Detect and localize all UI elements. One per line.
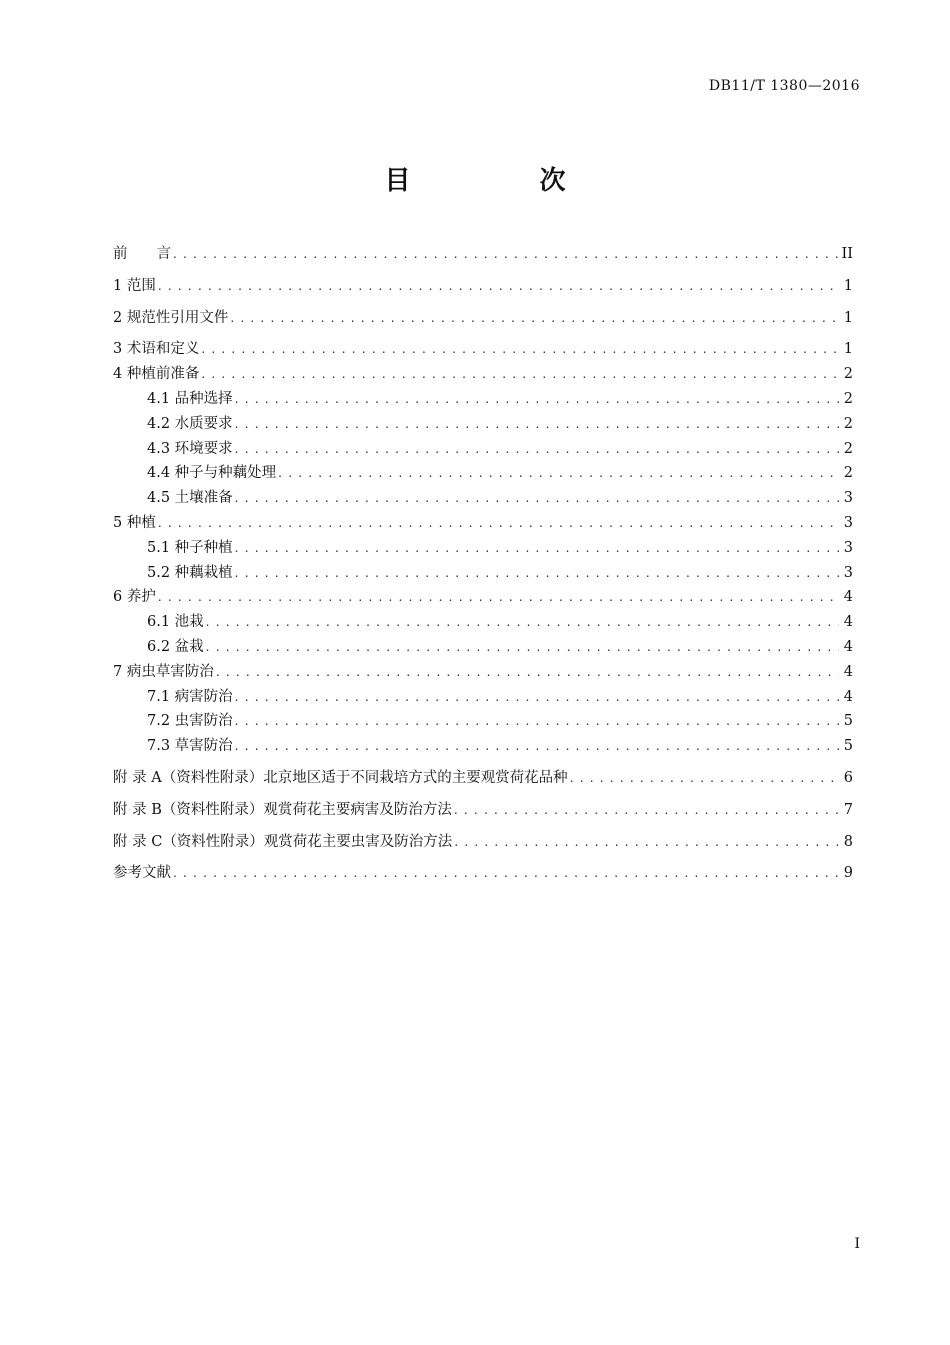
- toc-dot-leader: [230, 306, 839, 331]
- toc-dot-leader: [235, 734, 839, 759]
- toc-entry-label: 4.3 环境要求: [147, 440, 233, 457]
- toc-entry[interactable]: [113, 274, 853, 299]
- toc-dot-leader: [235, 561, 839, 586]
- toc-entry-page: II: [841, 246, 853, 262]
- toc-entry[interactable]: [113, 387, 853, 412]
- toc-entry[interactable]: [113, 585, 853, 610]
- document-code: DB11/T 1380—2016: [708, 78, 860, 94]
- toc-entry-page: 8: [843, 833, 853, 850]
- toc-entry-page: 3: [843, 564, 853, 581]
- toc-entry[interactable]: [113, 766, 853, 791]
- toc-entry[interactable]: [113, 830, 853, 855]
- toc-entry[interactable]: [113, 709, 853, 734]
- toc-entry-label: 4.1 品种选择: [147, 390, 233, 407]
- toc-entry-label: 7.2 虫害防治: [147, 713, 233, 730]
- toc-entry-page: 2: [843, 366, 853, 383]
- toc-entry[interactable]: [113, 536, 853, 561]
- toc-dot-leader: [216, 660, 839, 685]
- toc-entry[interactable]: [113, 561, 853, 586]
- toc-entry-page: 1: [843, 341, 853, 358]
- toc-entry-page: 4: [843, 663, 853, 680]
- toc-entry[interactable]: [113, 362, 853, 387]
- toc-entry[interactable]: [113, 511, 853, 536]
- toc-entry-label: 5.1 种子种植: [147, 539, 233, 556]
- toc-entry-label: 7.1 病害防治: [147, 688, 233, 705]
- toc-entry-label: 附 录 A（资料性附录）北京地区适于不同栽培方式的主要观赏荷花品种: [113, 769, 568, 786]
- toc-dot-leader: [235, 437, 839, 462]
- toc-dot-leader: [454, 830, 839, 855]
- toc-entry-page: 4: [843, 614, 853, 631]
- toc-entry-page: 5: [843, 738, 853, 755]
- toc-entry-label: 6.2 盆栽: [147, 638, 204, 655]
- toc-entry-page: 2: [843, 390, 853, 407]
- toc-dot-leader: [235, 685, 839, 710]
- toc-entry-page: 4: [843, 688, 853, 705]
- table-of-contents: [113, 242, 853, 886]
- toc-entry[interactable]: [113, 242, 853, 267]
- toc-entry-label: 4.2 水质要求: [147, 415, 233, 432]
- toc-entry[interactable]: [113, 461, 853, 486]
- page-title: 目 次: [384, 166, 626, 196]
- toc-dot-leader: [235, 709, 839, 734]
- toc-entry[interactable]: [113, 337, 853, 362]
- toc-entry-label: 7 病虫草害防治: [113, 663, 214, 680]
- toc-entry-label: 5.2 种藕栽植: [147, 564, 233, 581]
- toc-entry[interactable]: [113, 635, 853, 660]
- page-number: I: [854, 1236, 860, 1252]
- toc-dot-leader: [206, 610, 839, 635]
- toc-entry-page: 7: [843, 801, 853, 818]
- toc-entry-page: 4: [843, 638, 853, 655]
- toc-entry-label: 4.5 土壤准备: [147, 490, 233, 507]
- toc-entry-label: 2 规范性引用文件: [113, 309, 229, 326]
- toc-entry[interactable]: [113, 437, 853, 462]
- toc-dot-leader: [570, 766, 839, 791]
- toc-entry[interactable]: [113, 412, 853, 437]
- toc-entry-page: 4: [843, 589, 853, 606]
- toc-dot-leader: [158, 511, 839, 536]
- toc-entry-page: 3: [843, 514, 853, 531]
- toc-dot-leader: [206, 635, 839, 660]
- toc-entry-label: 1 范围: [113, 277, 156, 294]
- toc-entry[interactable]: [113, 660, 853, 685]
- toc-entry[interactable]: [113, 734, 853, 759]
- toc-entry[interactable]: [113, 861, 853, 886]
- toc-entry-page: 1: [843, 277, 853, 294]
- toc-dot-leader: [173, 861, 839, 886]
- toc-entry-label: 附 录 B（资料性附录）观赏荷花主要病害及防治方法: [113, 801, 452, 818]
- toc-entry-label: 7.3 草害防治: [147, 738, 233, 755]
- toc-entry-label: 6 养护: [113, 589, 156, 606]
- toc-entry-page: 5: [843, 713, 853, 730]
- toc-entry[interactable]: [113, 798, 853, 823]
- toc-dot-leader: [235, 486, 839, 511]
- toc-dot-leader: [454, 798, 839, 823]
- toc-entry-label: 6.1 池栽: [147, 614, 204, 631]
- toc-dot-leader: [235, 412, 839, 437]
- toc-entry-label: 参考文献: [113, 865, 171, 882]
- toc-entry[interactable]: [113, 685, 853, 710]
- toc-entry-page: 6: [843, 769, 853, 786]
- toc-entry[interactable]: [113, 306, 853, 331]
- toc-entry-page: 1: [843, 309, 853, 326]
- toc-entry-label: 3 术语和定义: [113, 341, 200, 358]
- toc-entry-label: 附 录 C（资料性附录）观赏荷花主要虫害及防治方法: [113, 833, 453, 850]
- toc-dot-leader: [235, 387, 839, 412]
- toc-entry-page: 9: [843, 865, 853, 882]
- toc-dot-leader: [158, 585, 839, 610]
- toc-dot-leader: [201, 337, 839, 362]
- toc-dot-leader: [201, 362, 839, 387]
- toc-dot-leader: [278, 461, 839, 486]
- toc-entry-page: 2: [843, 415, 853, 432]
- toc-entry-label: 4.4 种子与种藕处理: [147, 465, 277, 482]
- toc-entry-page: 2: [843, 440, 853, 457]
- toc-dot-leader: [173, 242, 839, 267]
- toc-entry-label: 4 种植前准备: [113, 366, 200, 383]
- toc-entry-page: 3: [843, 539, 853, 556]
- toc-entry-label: 5 种植: [113, 514, 156, 531]
- toc-entry[interactable]: [113, 610, 853, 635]
- toc-entry[interactable]: [113, 486, 853, 511]
- toc-dot-leader: [235, 536, 839, 561]
- toc-entry-label: 前 言: [113, 246, 171, 262]
- toc-dot-leader: [158, 274, 839, 299]
- toc-entry-page: 2: [843, 465, 853, 482]
- toc-entry-page: 3: [843, 490, 853, 507]
